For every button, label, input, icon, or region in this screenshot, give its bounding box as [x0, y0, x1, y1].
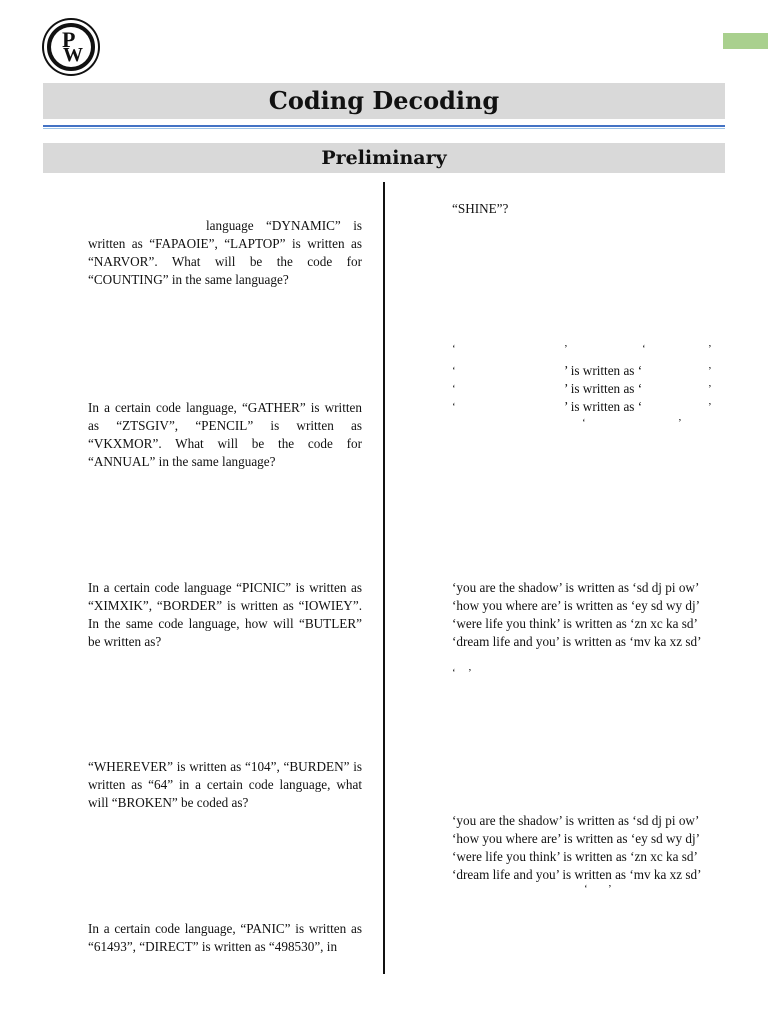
quote-row	[452, 380, 714, 398]
close-quote: ’	[678, 417, 682, 429]
written-as-text: ’ is written as ‘	[564, 399, 643, 414]
close-quote: ’	[708, 401, 712, 413]
question-2: In a certain code language, “GATHER” is written as “ZTSGIV”, “PENCIL” is written as “VKXMOR”. What will be the code for “ANNUAL” in the same language?	[88, 400, 362, 469]
title-underline	[43, 125, 725, 127]
open-quote: ‘	[452, 343, 456, 355]
statement-line: ‘dream life and you’ is written as ‘mv ka xz sd’	[452, 634, 702, 649]
close-quote: ’	[564, 343, 568, 355]
statement-line: ‘you are the shadow’ is written as ‘sd dj pi ow’	[452, 813, 700, 828]
quote-row	[452, 340, 714, 358]
page-title: Coding Decoding	[268, 86, 500, 115]
open-quote: ‘	[452, 401, 456, 413]
statement-line: ‘were life you think’ is written as ‘zn xc ka sd’	[452, 849, 698, 864]
question-5: In a certain code language, “PANIC” is written as “61493”, “DIRECT” is written as “498530”, in	[88, 921, 362, 954]
question-4: “WHEREVER” is written as “104”, “BURDEN” is written as “64” in a certain code language, what will “BROKEN” be coded as?	[88, 759, 362, 810]
open-quote: ‘	[584, 883, 588, 895]
open-quote: ‘	[452, 365, 456, 377]
open-quote: ‘	[642, 343, 646, 355]
statement-line: ‘were life you think’ is written as ‘zn xc ka sd’	[452, 616, 698, 631]
title-bar	[43, 83, 725, 119]
open-quote: ‘	[582, 417, 586, 429]
logo-inner-circle	[51, 27, 91, 67]
section-title: Preliminary	[321, 147, 447, 169]
logo-letter-w: W	[63, 44, 83, 66]
statement-line: ‘how you where are’ is written as ‘ey sd wy dj’	[452, 831, 701, 846]
column-divider	[383, 182, 385, 974]
quote-row	[452, 880, 714, 898]
open-quote: ‘	[452, 667, 456, 679]
close-quote: ’	[708, 343, 712, 355]
statement-line: ‘dream life and you’ is written as ‘mv ka xz sd’	[452, 867, 702, 882]
section-bar	[43, 143, 725, 173]
written-as-text: ’ is written as ‘	[564, 381, 643, 396]
written-as-text: ’ is written as ‘	[564, 363, 643, 378]
close-quote: ’	[708, 365, 712, 377]
close-quote: ’	[468, 667, 472, 679]
title-underline-light	[43, 128, 725, 129]
close-quote: ’	[708, 383, 712, 395]
logo-letter-p: P	[62, 27, 76, 52]
open-quote: ‘	[452, 383, 456, 395]
pw-logo	[44, 20, 98, 74]
statement-line: ‘you are the shadow’ is written as ‘sd dj pi ow’	[452, 580, 700, 595]
quote-row	[452, 362, 714, 380]
question-3: In a certain code language “PICNIC” is written as “XIMXIK”, “BORDER” is written as “IOWIEY”. In the same code language, how will “BUTLER” be written as?	[88, 580, 362, 649]
question-1: language “DYNAMIC” is written as “FAPAOIE”, “LAPTOP” is written as “NARVOR”. What will be the code for “COUNTING” in the same language?	[88, 218, 362, 287]
question-continuation: “SHINE”?	[452, 201, 509, 216]
statement-line: ‘how you where are’ is written as ‘ey sd wy dj’	[452, 598, 701, 613]
close-quote: ’	[608, 883, 612, 895]
quote-row	[452, 414, 714, 432]
green-tab-decoration	[723, 33, 768, 49]
quote-row	[452, 664, 714, 682]
